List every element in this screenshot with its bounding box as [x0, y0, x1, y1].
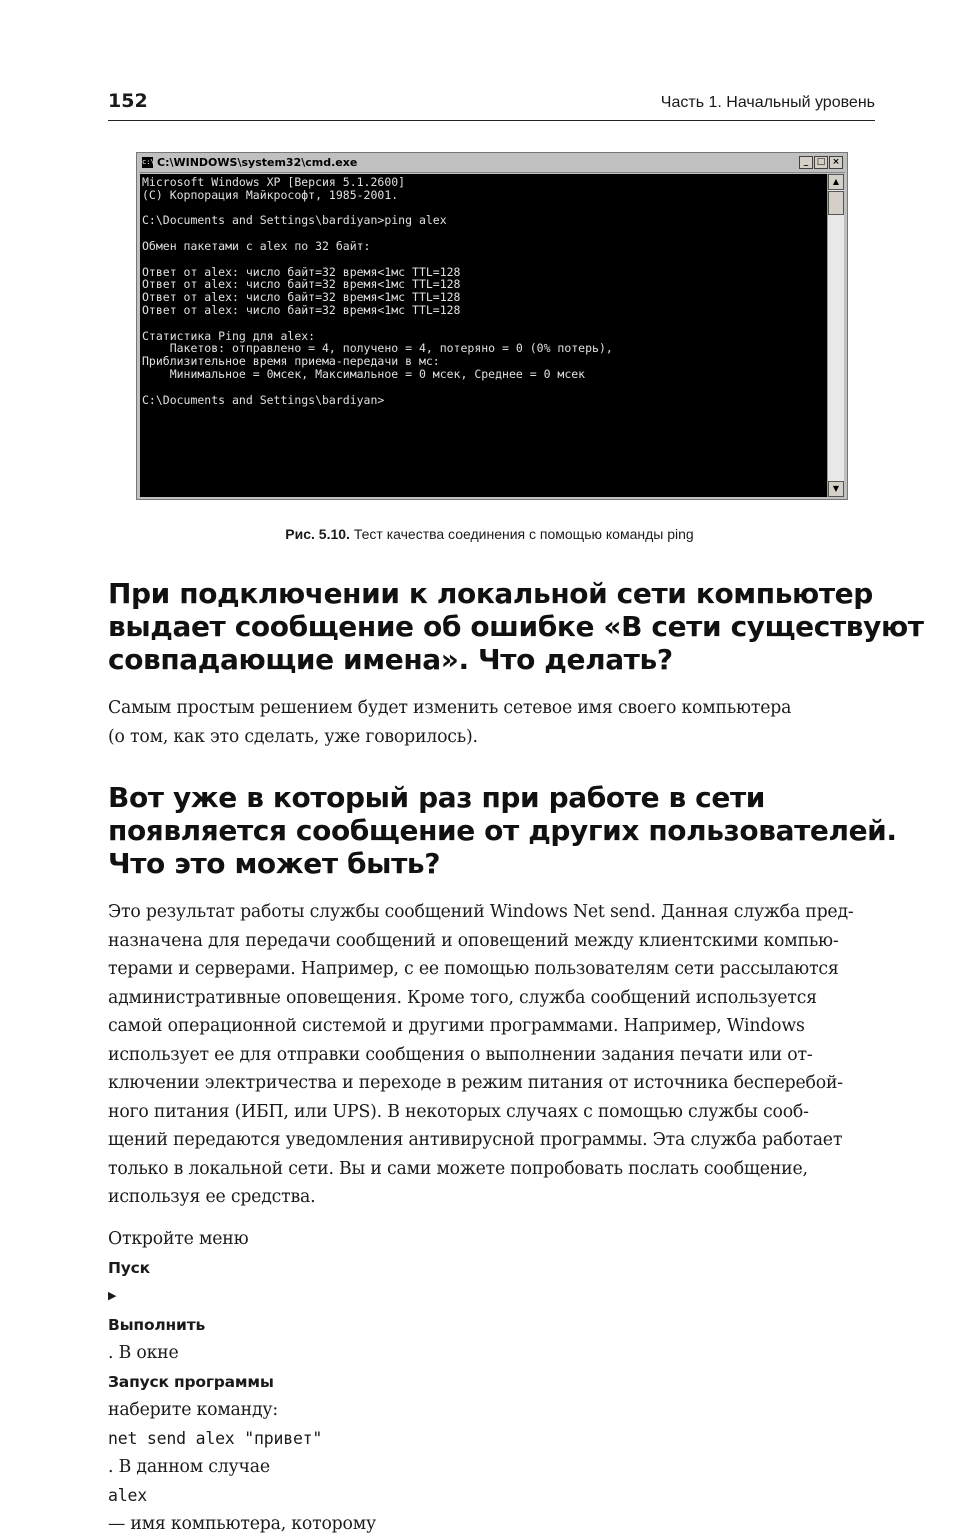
heading-line: При подключении к локальной сети компьютер [108, 577, 873, 610]
text-line: Самым простым решением будет изменить сетевое имя своего компьютера [108, 698, 792, 718]
heading-line: Что это может быть? [108, 847, 441, 880]
text-line: использует ее для отправки сообщения о выполнении задания печати или от- [108, 1044, 813, 1065]
text-line: щений передаются уведомления антивирусной программы. Эта служба работает [108, 1130, 843, 1150]
menu-arrow-icon: ▶ [108, 1289, 117, 1302]
instruction-text: Откройте меню [108, 1229, 249, 1249]
maximize-button[interactable]: □ [814, 156, 828, 169]
scroll-thumb[interactable] [828, 191, 844, 215]
heading-line: совпадающие имена». Что делать? [108, 643, 673, 676]
paragraph-net-send [108, 898, 878, 1212]
paragraph-duplicate-names [108, 694, 878, 751]
command-code: net send alex "привет" [108, 1428, 323, 1448]
text-line: ного питания (ИБП, или UPS). В некоторых случаях с помощью службы сооб- [108, 1101, 809, 1122]
heading-line: Вот уже в который раз при работе в сети [108, 781, 766, 814]
computer-name-code: alex [108, 1485, 147, 1505]
scroll-down-arrow-icon[interactable]: ▼ [828, 481, 844, 497]
instruction-text: . В данном случае [108, 1457, 270, 1477]
text-line: используя ее средства. [108, 1187, 316, 1207]
heading-line: появляется сообщение от других пользователей. [108, 814, 897, 847]
window-controls [799, 156, 843, 169]
section-heading-duplicate-names [108, 577, 924, 676]
instruction-text: — имя компьютера, которому [108, 1514, 376, 1534]
section-heading-net-send [108, 781, 897, 880]
close-button[interactable]: × [829, 156, 843, 169]
minimize-button[interactable]: _ [799, 156, 813, 169]
cmd-titlebar [139, 155, 845, 173]
text-line: (о том, как это сделать, уже говорилось). [108, 726, 478, 747]
text-line: ключении электричества и переходе в режим питания от источника бесперебой- [108, 1073, 843, 1093]
heading-line: выдает сообщение об ошибке «В сети существуют [108, 610, 924, 643]
instruction-text: наберите команду: [108, 1400, 279, 1420]
scroll-up-arrow-icon[interactable]: ▲ [828, 174, 844, 190]
cmd-window-screenshot [136, 152, 848, 500]
text-line: Это результат работы службы сообщений Windows Net send. Данная служба пред- [108, 902, 854, 922]
console-text: Microsoft Windows XP [Версия 5.1.2600] (С) Корпорация Майкрософт, 1985-2001. C:\Documents and Settings\bardiyan>ping alex Обмен пакетами с alex по 32 байт: Ответ от alex: число байт=32 время<1мс TTL=128 Ответ от alex: число байт=32 время<1мс TTL=128 Ответ от alex: число байт=32 время<1мс TTL=128 Ответ от alex: число байт=32 время<1мс TTL=128 Статистика Ping для alex: Пакетов: отправлено = 4, получено = 4, потеряно = 0 (0% потерь), Приблизительное время приема-передачи в мс: Минимальное = 0мсек, Максимальное = 0 мсек, Среднее = 0 мсек C:\Documents and Settings\bardiyan> [142, 175, 613, 407]
vertical-scrollbar[interactable] [827, 174, 844, 497]
text-line: административные оповещения. Кроме того, служба сообщений используется [108, 987, 817, 1008]
paragraph-instruction [108, 1225, 878, 1539]
instruction-text: . В окне [108, 1343, 179, 1363]
cmd-window-title: C:\WINDOWS\system32\cmd.exe [157, 156, 358, 169]
text-line [108, 1225, 878, 1425]
figure-caption-text: Тест качества соединения с помощью команды ping [349, 526, 694, 542]
menu-run-label: Выполнить [108, 1315, 206, 1334]
figure-caption [0, 526, 979, 542]
menu-start-label: Пуск [108, 1258, 150, 1277]
figure-label: Рис. 5.10. [285, 526, 350, 542]
page-number: 152 [108, 90, 148, 112]
text-line [108, 1425, 878, 1539]
text-line: назначена для передачи сообщений и оповещений между клиентскими компью- [108, 930, 839, 951]
running-title: Часть 1. Начальный уровень [660, 94, 875, 111]
console-output[interactable] [140, 174, 827, 497]
text-line: только в локальной сети. Вы и сами можете попробовать послать сообщение, [108, 1158, 808, 1179]
text-line: самой операционной системой и другими программами. Например, Windows [108, 1016, 805, 1036]
cmd-app-icon: c:\ [142, 158, 155, 166]
page-header [108, 88, 875, 121]
text-line: терами и серверами. Например, с ее помощью пользователям сети рассылаются [108, 959, 839, 979]
dialog-name-label: Запуск программы [108, 1372, 274, 1391]
